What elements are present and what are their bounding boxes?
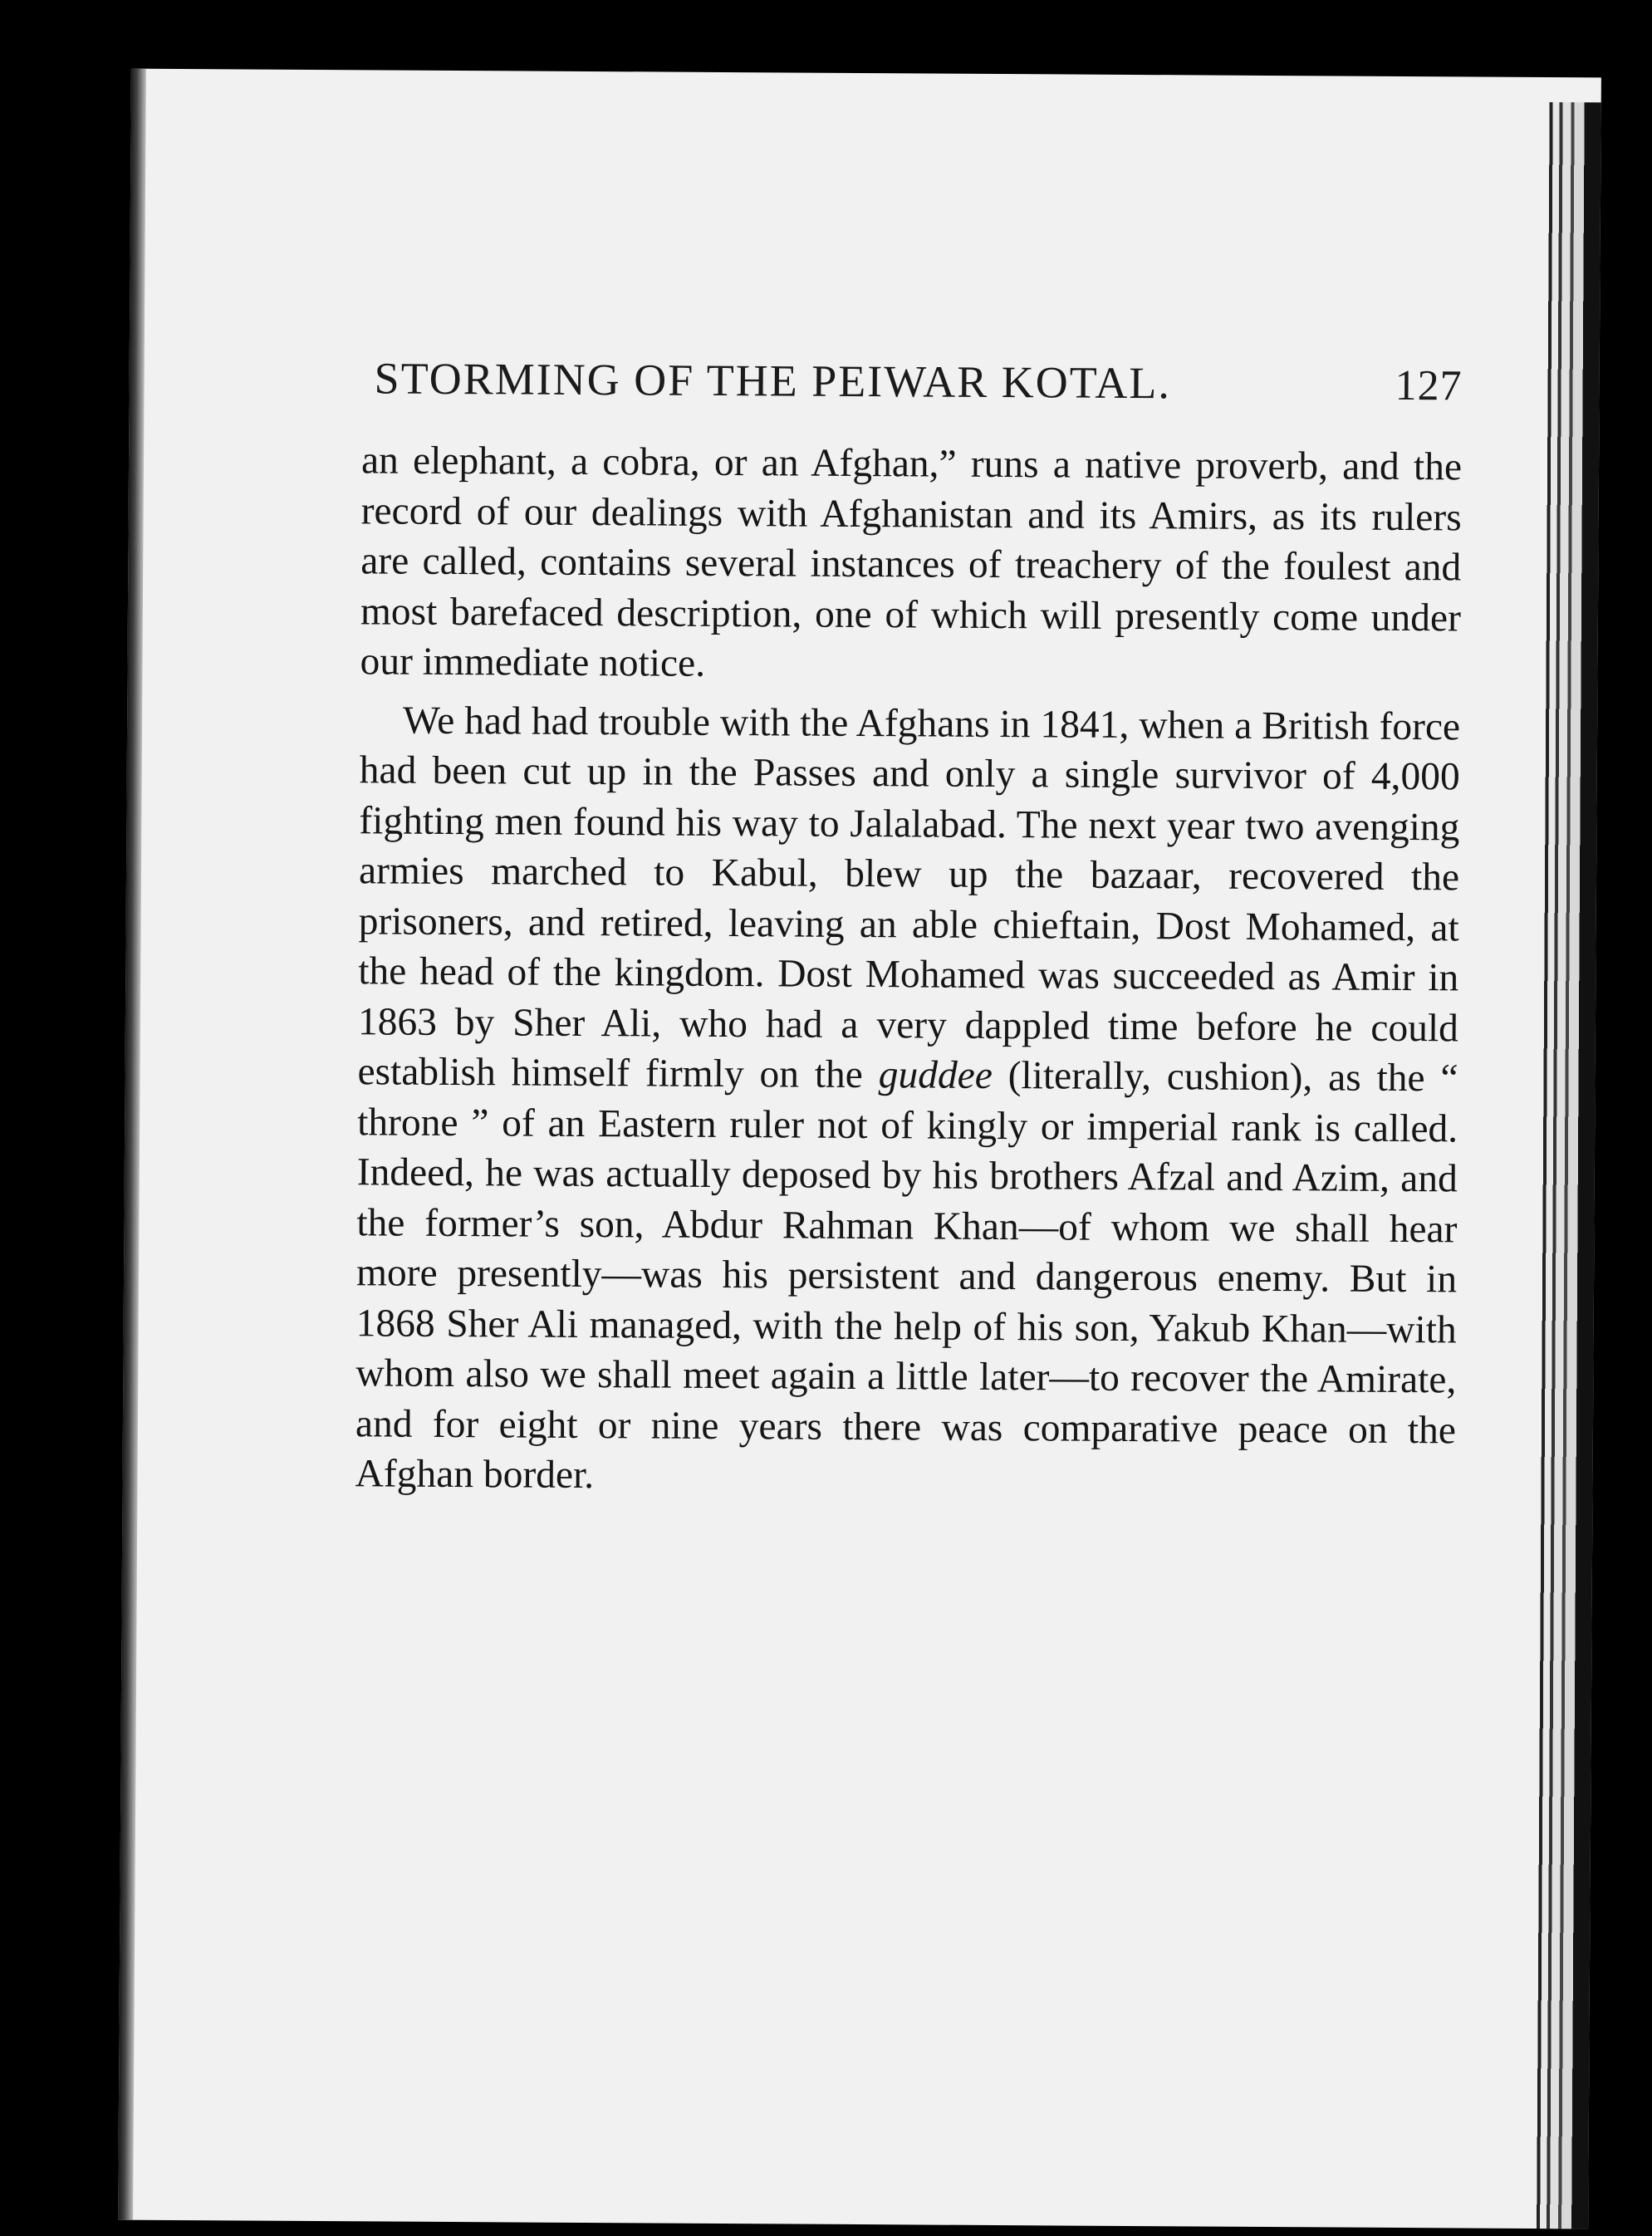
running-head-title: STORMING OF THE PEIWAR KOTAL.: [374, 353, 1172, 409]
page-number: 127: [1395, 361, 1463, 410]
paragraph-text-part: We had had trouble with the Afghans in 1841, when a British force had been cut up in the Passes and only a single survivor of 4,000 fighting men found his way to Jalalabad. The next year two avenging armies marched to Kabul, blew up the bazaar, recovered the prisoners, and retired, leaving an able chieftain, Dost Mohamed, at the head of the kingdom. Dost Mohamed was succeeded as Amir in 1863 by Sher Ali, who had a very dappled time before he could establish himself firmly on the: [357, 699, 1461, 1097]
paragraph-continued: an elephant, a cobra, or an Afghan,” runs a native proverb, and the record of our dealings with Afghanistan and its Amirs, as its rulers are called, contains several instances of treachery of the foulest and most barefaced description, one of which will presently come under our immediate notice.: [360, 439, 1463, 685]
body-text: [355, 435, 1462, 1506]
page-binding-edge: [118, 69, 146, 2220]
running-head: [374, 352, 1462, 410]
paragraph: [355, 695, 1460, 1506]
italic-term: guddee: [878, 1053, 993, 1097]
page-stack-edges: [1530, 102, 1601, 2229]
paragraph-text-part: (literally, cushion), as the “ throne ” of an Eastern ruler not of kingly or imperial rank is called. Indeed, he was actually deposed by his brothers Afzal and Azim, and the former’s son, Abdur Rahman Khan—of whom we shall hear more presently—was his persistent and dangerous enemy. But in 1868 Sher Ali managed, with the help of his son, Yakub Khan—with whom also we shall meet again a little later—to recover the Amirate, and for eight or nine years there was comparative peace on the Afghan border.: [355, 1053, 1458, 1498]
book-page: [118, 69, 1601, 2229]
